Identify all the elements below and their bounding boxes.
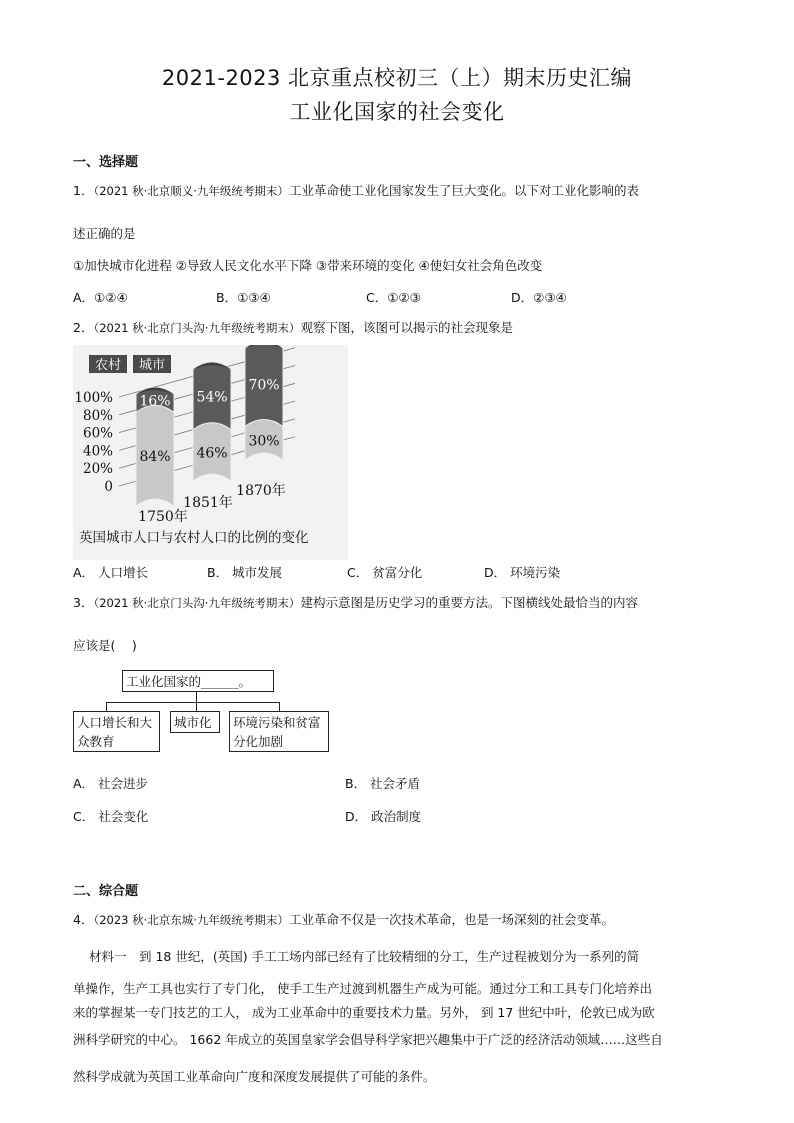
option-c: C．①②③: [366, 290, 421, 305]
question-3-stem: [73, 593, 638, 611]
question-3-stem-continued: 应该是( ): [73, 638, 137, 653]
option-c: C． 贫富分化: [347, 565, 423, 580]
diagram-connector: [106, 702, 107, 711]
option-a: A．①②④: [73, 290, 128, 305]
legend-label-urban: 城市: [138, 358, 166, 373]
question-number: 1．: [73, 183, 94, 198]
diagram-connector: [279, 702, 280, 711]
option-d: D． 政治制度: [345, 809, 422, 824]
diagram-connector: [196, 702, 197, 711]
option-a: A． 社会进步: [73, 776, 149, 791]
diagram-connector: [196, 692, 197, 702]
material-line: 材料一 到 18 世纪，(英国) 手工工场内部已经有了比较精细的分工，生产过程被划分为一系列的简: [89, 949, 640, 964]
question-text: 工业革命使工业化国家发生了巨大变化。以下对工业化影响的表: [288, 183, 639, 198]
question-text: 观察下图，该图可以揭示的社会现象是: [300, 320, 513, 335]
diagram-box-population-education: 人口增长和大众教育: [73, 711, 160, 752]
diagram-box-urbanization: 城市化: [170, 711, 220, 733]
x-category-label: 1870年: [236, 483, 286, 499]
option-c: C． 社会变化: [73, 809, 149, 824]
data-label-rural: 46%: [196, 445, 228, 462]
y-tick-label: 80%: [82, 407, 113, 424]
diagram-box-pollution-inequality: 环境污染和贫富分化加剧: [229, 711, 329, 752]
option-b: B． 社会矛盾: [345, 776, 421, 791]
diagram-top-box: 工业化国家的______。: [122, 670, 274, 692]
question-1-stem: [73, 181, 639, 199]
option-d: D． 环境污染: [484, 565, 561, 580]
section-heading-choice: 一、选择题: [73, 155, 139, 170]
question-text: 工业革命不仅是一次技术革命，也是一场深刻的社会变革。: [288, 912, 614, 927]
population-ratio-chart: [73, 345, 348, 560]
chart-caption: 英国城市人口与农村人口的比例的变化: [79, 530, 309, 546]
y-tick-label: 100%: [74, 390, 113, 406]
y-tick-label: 20%: [82, 461, 113, 478]
y-tick-label: 60%: [82, 425, 113, 442]
option-a: A． 人口增长: [73, 565, 149, 580]
question-number: 2．: [73, 320, 94, 335]
question-number: 3．: [73, 595, 94, 610]
option-b: B．①③④: [216, 290, 271, 305]
y-tick-label: 40%: [82, 443, 113, 460]
question-source: （2021 秋·北京门头沟·九年级统考期末）: [93, 596, 301, 610]
question-4-stem: [73, 910, 614, 928]
legend-label-rural: 农村: [94, 358, 122, 373]
x-category-label: 1750年: [138, 509, 188, 525]
y-tick-label: 0: [104, 479, 113, 495]
section-heading-comprehensive: 二、综合题: [73, 884, 139, 899]
question-source: （2021 秋·北京门头沟·九年级统考期末）: [93, 321, 301, 335]
data-label-urban: 70%: [248, 377, 280, 394]
option-d: D．②③④: [511, 290, 567, 305]
data-label-rural: 30%: [248, 433, 280, 450]
question-2-stem: [73, 318, 513, 336]
material-line: 单操作，生产工具也实行了专门化， 使手工生产过渡到机器生产成为可能。通过分工和工具专门化培养出: [73, 981, 652, 996]
material-line: 来的掌握某一专门技艺的工人， 成为工业革命中的重要技术力量。另外， 到 17 世纪中叶，伦敦已成为欧: [73, 1005, 655, 1020]
question-source: （2023 秋·北京东城·九年级统考期末）: [93, 913, 289, 927]
data-label-rural: 84%: [139, 449, 171, 466]
document-title: 2021-2023 北京重点校初三（上）期末历史汇编: [161, 66, 633, 90]
option-b: B． 城市发展: [207, 565, 283, 580]
question-number: 4．: [73, 912, 94, 927]
question-1-statements: ①加快城市化进程 ②导致人民文化水平下降 ③带来环境的变化 ④使妇女社会角色改变: [73, 258, 543, 273]
material-line: 然科学成就为英国工业革命向广度和深度发展提供了可能的条件。: [73, 1069, 436, 1084]
diagram-connector: [106, 702, 279, 703]
data-label-urban: 16%: [139, 393, 171, 410]
data-label-urban: 54%: [196, 389, 228, 406]
question-text: 建构示意图是历史学习的重要方法。下图横线处最恰当的内容: [300, 595, 638, 610]
document-subtitle: 工业化国家的社会变化: [289, 100, 505, 124]
question-1-stem-continued: 述正确的是: [73, 226, 136, 241]
question-source: （2021 秋·北京顺义·九年级统考期末）: [93, 184, 289, 198]
material-line: 洲科学研究的中心。 1662 年成立的英国皇家学会倡导科学家把兴趣集中于广泛的经济活动领域……这些自: [73, 1032, 663, 1047]
x-category-label: 1851年: [183, 495, 233, 511]
